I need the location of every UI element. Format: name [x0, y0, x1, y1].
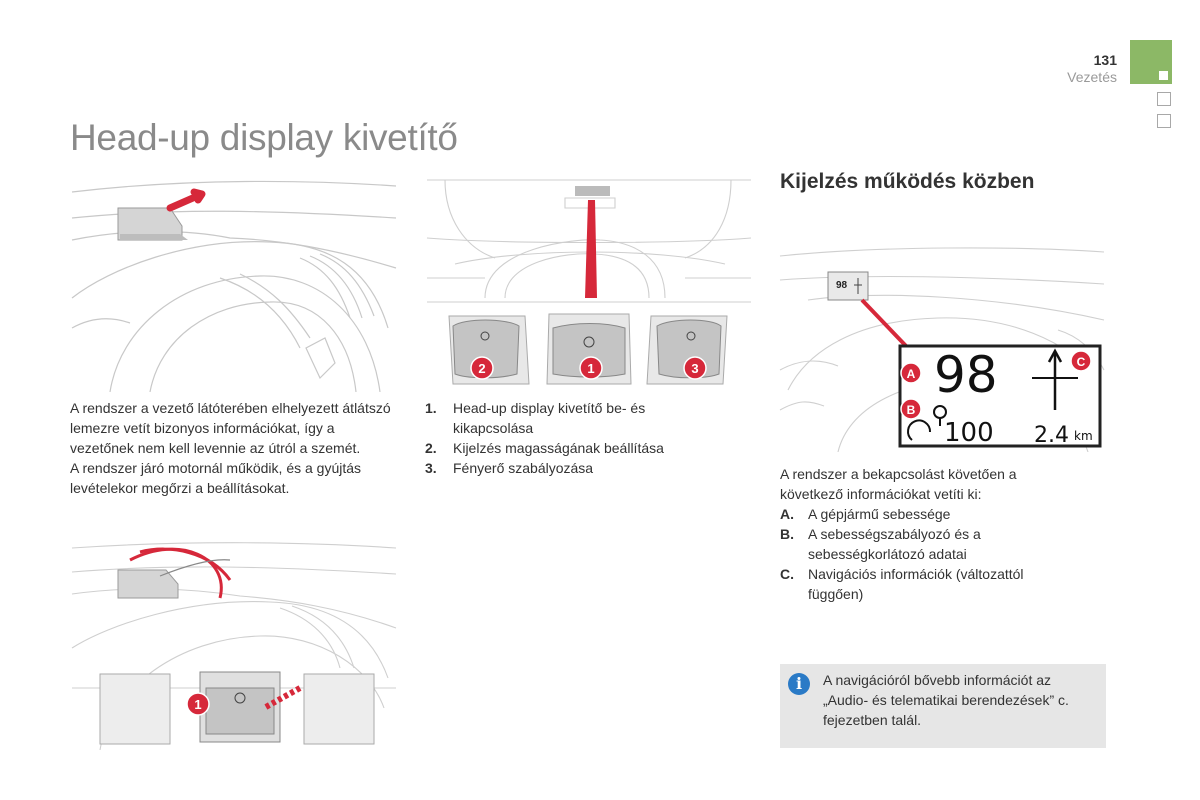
info-icon: i — [788, 673, 810, 695]
dashboard-projector-illustration — [70, 178, 398, 392]
hud-small-screen — [828, 272, 868, 300]
list-item: 1. Head-up display kivetítő be- és kikapcsolása — [425, 400, 646, 436]
list-item: B. A sebességszabályozó és a sebességkorlátozó adatai — [780, 526, 981, 562]
filled-square-icon — [1159, 71, 1168, 80]
page-number: 131 — [1093, 52, 1117, 68]
badge-a — [901, 363, 921, 383]
svg-text:2: 2 — [478, 361, 486, 376]
svg-text:2.4: 2.4 — [1034, 423, 1069, 448]
svg-text:100: 100 — [944, 418, 994, 448]
intro-paragraph: A rendszer a vezető látóterében elhelyezett átlátszó lemezre vetít bizonyos információkat, így a vezetőnek nem kell levennie az útról a szemét. — [70, 400, 391, 456]
svg-text:km: km — [1074, 429, 1093, 443]
badge-2 — [471, 357, 493, 379]
info-box — [780, 664, 1106, 748]
projector-adjustment-illustration — [70, 538, 398, 750]
page-title: Head-up display kivetítő — [70, 117, 458, 158]
outline-square-icon — [1157, 114, 1171, 128]
display-intro: A rendszer a bekapcsolást követően a következő információkat vetíti ki: — [780, 466, 1017, 502]
list-item: C. Navigációs információk (változattól függően) — [780, 566, 1024, 602]
svg-text:C: C — [1076, 355, 1086, 369]
svg-text:3: 3 — [691, 361, 699, 376]
svg-text:1: 1 — [194, 697, 202, 712]
hud-large-display — [900, 346, 1100, 448]
cockpit-controls-illustration — [425, 178, 753, 388]
section-name: Vezetés — [1067, 69, 1117, 85]
hud-speed: 98 — [934, 346, 998, 404]
chapter-tab — [1130, 40, 1172, 84]
display-info-text — [780, 464, 1080, 504]
info-text: A navigációról bővebb információt az „Audio- és telematikai berendezések” c. fejezetben talál. — [823, 672, 1069, 728]
list-item: 3. Fényerő szabályozása — [425, 460, 594, 476]
svg-text:98: 98 — [836, 280, 848, 291]
badge-3 — [684, 357, 706, 379]
badge-1 — [580, 357, 602, 379]
badge-b — [901, 399, 921, 419]
svg-text:A: A — [906, 367, 916, 381]
intro-text — [70, 398, 400, 498]
outline-square-icon — [1157, 92, 1171, 106]
list-item: A. A gépjármű sebessége — [780, 506, 951, 522]
section-heading: Kijelzés működés közben — [780, 170, 1035, 193]
settings-paragraph: A rendszer járó motornál működik, és a gyújtás levételekor megőrzi a beállításokat. — [70, 460, 362, 496]
list-item: 2. Kijelzés magasságának beállítása — [425, 440, 664, 456]
controls-list — [425, 398, 725, 478]
display-items-list — [780, 504, 1080, 604]
hud-display-illustration — [778, 240, 1106, 452]
svg-text:1: 1 — [587, 361, 595, 376]
badge-1 — [187, 693, 209, 715]
svg-text:B: B — [906, 403, 916, 417]
badge-c — [1071, 351, 1091, 371]
